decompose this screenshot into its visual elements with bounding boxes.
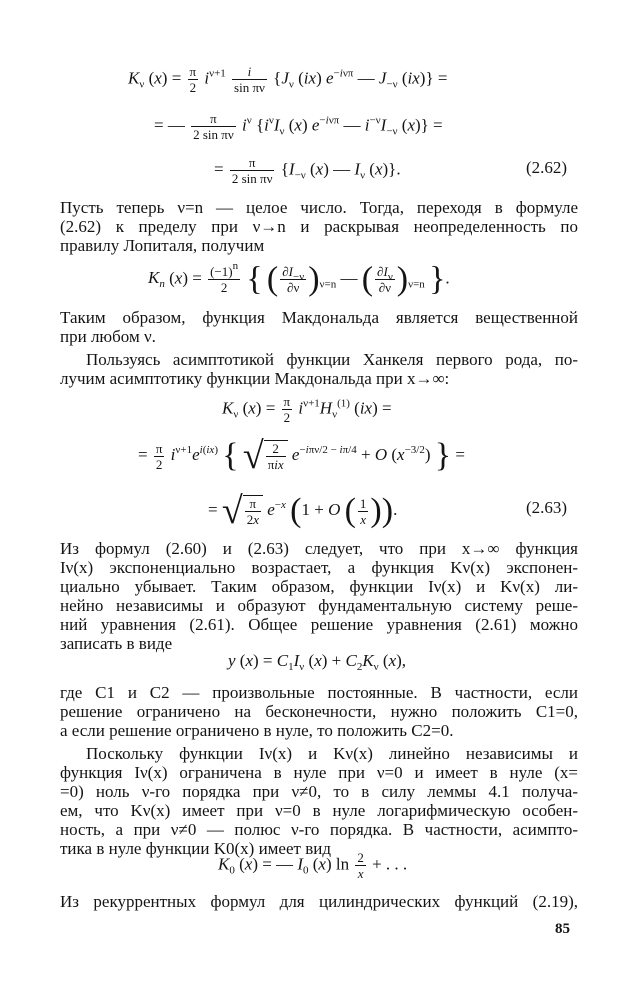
text-line: ний уравнения (2.61). Общее решение уравнения (2.61) можно	[60, 615, 578, 634]
equation-2-62-line2: = — $\frac{\pi}{\text{2 sin πν}}$ $i^\nu$ {$i^\nu I_\nu$ (x) $e^{-i\nu\pi}$ — $i^{-\nu}I_{-\nu}$ (x)} =	[154, 111, 443, 142]
equation-number: (2.63)	[526, 498, 568, 517]
text-line: лучим асимптотику функции Макдональда при x→∞:	[60, 369, 450, 388]
page-number: 85	[555, 921, 570, 937]
equation-k0-asymptotic: $K_0$ (x) = — $I_0$ (x) ln $\frac{2}{x}$ + . . .	[218, 850, 408, 881]
text-line: Таким образом, функция Макдональда является вещественной	[60, 308, 578, 327]
text-line: циально убывает. Таким образом, функции Iν(x) и Kν(x) ли-	[60, 577, 578, 596]
text-line: функция Iν(x) ограничена в нуле при ν=0 и имеет в нуле (x=	[60, 763, 578, 782]
text-line: при любом ν.	[60, 327, 156, 346]
text-line: Из рекуррентных формул для цилиндрических функций (2.19),	[60, 892, 578, 911]
equation-number: (2.62)	[526, 158, 568, 177]
text-line: тика в нуле функции K0(x) имеет вид	[60, 839, 331, 858]
text-line: Пусть теперь ν=n — целое число. Тогда, переходя в формуле	[60, 198, 578, 217]
text-line: правилу Лопиталя, получим	[60, 236, 265, 255]
text-line: Поскольку функции Iν(x) и Kν(x) линейно независимы и	[86, 744, 578, 763]
equation-general-solution: y $(x) = C_1I_\nu$ $(x) + C_2K_\nu$ (x),	[228, 651, 407, 673]
equation-2-63-line2: = $\frac{\pi}{2}$ $i^{\nu+1}e^{i(ix)}$ { √ $\frac{2}{\text{πix}}$ $e^{-i\pi\nu/2 - i\pi/4} + O$ $(x^{-3/2})$ } =	[138, 435, 465, 477]
text-line: Из формул (2.60) и (2.63) следует, что при x→∞ функция	[60, 539, 578, 558]
text-line: а если решение ограничено в нуле, то положить C2=0.	[60, 721, 454, 740]
text-line: Iν(x) экспоненциально возрастает, а функция Kν(x) экспонен-	[60, 558, 578, 577]
equation-2-63-line1: $K_\nu$ (x) = $\frac{\pi}{2}$ $i^{\nu+1}H_\nu^{(1)}$ (ix) =	[222, 394, 392, 425]
text-line: где C1 и C2 — произвольные постоянные. В частности, если	[60, 683, 578, 702]
text-line: записать в виде	[60, 634, 173, 653]
equation-2-62-line3: = $\frac{\pi}{\text{2 sin πν}}$ {$I_{-\nu}$ (x) — $I_\nu$ (x)}.	[214, 155, 401, 186]
text-line: (2.62) к пределу при ν→n и раскрывая неопределенность по	[60, 217, 578, 236]
text-line: нейно независимы и образуют фундаментальную систему реше-	[60, 596, 578, 615]
text-line: Пользуясь асимптотикой функции Ханкеля первого рода, по-	[86, 350, 578, 369]
text-line: =0) ноль ν-го порядка при ν≠0, то в силу леммы 4.1 получа-	[60, 782, 578, 801]
equation-2-63-line3: = √ $\frac{\pi}{2x}$ $e^{-x}$ (1 + O ( $\frac{1}{x}$ )).	[208, 490, 398, 532]
text-line: ность, а при ν≠0 — полюс ν-го порядка. В частности, асимпто-	[60, 820, 578, 839]
equation-2-62-line1: $K_\nu$ (x) = $\frac{\pi}{2}$ $i^{\nu+1}$ $\frac{i}{\text{sin πν}}$ {$J_\nu$ (ix) $e^{-i\nu\pi}$ — $J_{-\nu}$ (ix)} =	[128, 64, 448, 95]
equation-kn: $K_n$ (x) = $\frac{(-1)^n}{2}$ { ( $\frac{\partial I_{-\nu}}{\partial\nu}$ )$_{\nu=n}$ — ( $\frac{\partial I_\nu}{\partial\nu}$ )$_{\nu=n}$ }.	[148, 260, 450, 298]
text-line: ем, что Kν(x) имеет при ν=0 в нуле логарифмическую особен-	[60, 801, 578, 820]
text-line: решение ограничено на бесконечности, нужно положить C1=0,	[60, 702, 578, 721]
